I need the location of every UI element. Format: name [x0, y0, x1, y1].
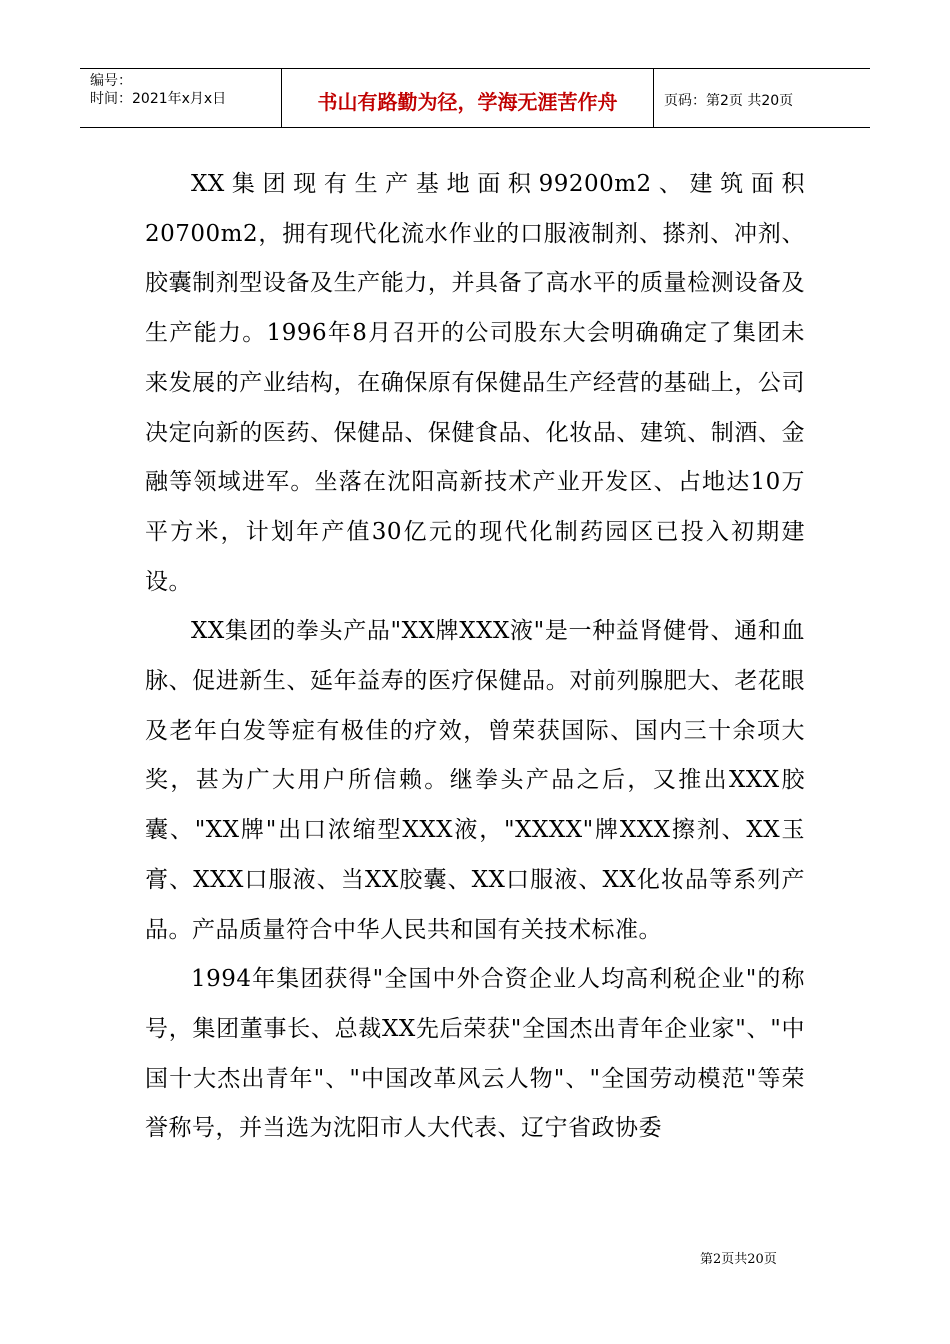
- document-body: [145, 160, 805, 1154]
- paragraph-3: 1994年集团获得"全国中外合资企业人均高利税企业"的称号，集团董事长、总裁XX先后荣获"全国杰出青年企业家"、"中国十大杰出青年"、"中国改革风云人物"、"全国劳动模范"等荣誉称号，并当选为沈阳市人大代表、辽宁省政协委: [145, 966, 805, 1142]
- header-page-info: 页码：第2页 共20页: [664, 93, 794, 109]
- paragraph-2: XX集团的拳头产品"XX牌XXX液"是一种益肾健骨、通和血脉、促进新生、延年益寿的医疗保健品。对前列腺肥大、老花眼及老年白发等症有极佳的疗效，曾荣获国际、国内三十余项大奖，甚为广大用户所信赖。继拳头产品之后，又推出XXX胶囊、"XX牌"出口浓缩型XXX液，"XXXX"牌XXX擦剂、XX玉膏、XXX口服液、当XX胶囊、XX口服液、XX化妆品等系列产品。产品质量符合中华人民共和国有关技术标准。: [145, 618, 805, 943]
- page-header: [80, 68, 870, 128]
- header-meta: [80, 69, 282, 127]
- page-footer: 第2页共20页: [700, 1252, 777, 1267]
- time-label: 时间：2021年x月x日: [90, 91, 227, 107]
- paragraph-1: XX集团现有生产基地面积99200m2、建筑面积20700m2，拥有现代化流水作业的口服液制剂、搽剂、冲剂、胶囊制剂型设备及生产能力，并具备了高水平的质量检测设备及生产能力。1996年8月召开的公司股东大会明确确定了集团未来发展的产业结构，在确保原有保健品生产经营的基础上，公司决定向新的医药、保健品、保健食品、化妆品、建筑、制酒、金融等领域进军。坐落在沈阳高新技术产业开发区、占地达10万平方米，计划年产值30亿元的现代化制药园区已投入初期建设。: [145, 171, 805, 595]
- number-label: 编号：: [90, 73, 132, 89]
- header-motto: 书山有路勤为径，学海无涯苦作舟: [282, 69, 654, 127]
